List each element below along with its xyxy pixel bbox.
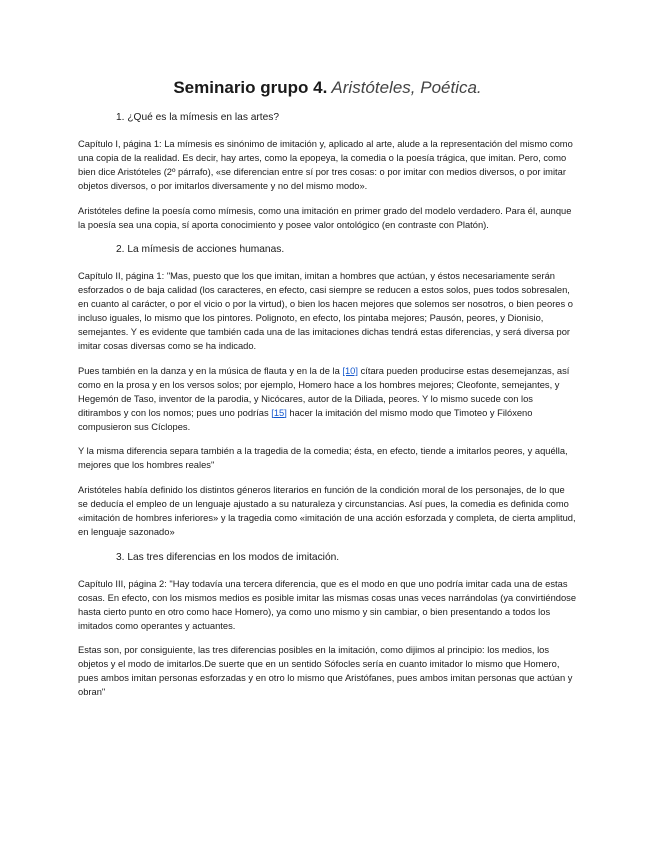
section-3 bbox=[78, 551, 577, 700]
section-1-paragraph-2: Aristóteles define la poesía como mímesis, como una imitación en primer grado del modelo verdadero. Para él, aunque la poesía sea una copia, sí aporta conocimiento y posee valor ontológico (en contraste con Platón). bbox=[78, 205, 572, 230]
paragraph-text: Pues también en la danza y en la música de flauta y en la de la bbox=[78, 365, 343, 376]
page-title bbox=[78, 78, 577, 98]
section-1-heading: 1. ¿Qué es la mímesis en las artes? bbox=[116, 112, 280, 123]
section-2-heading: 2. La mímesis de acciones humanas. bbox=[116, 244, 285, 256]
section-2-paragraph-2 bbox=[78, 365, 577, 435]
section-2-paragraph-3: Y la misma diferencia separa también a la tragedia de la comedia; ésta, en efecto, tiende a imitarlos peores, y aquélla, mejores que los hombres reales" bbox=[78, 446, 568, 471]
section-2-paragraph-1: Capítulo II, página 1: "Mas, puesto que los que imitan, imitan a hombres que actúan, y éstos necesariamente serán esforzados o de baja calidad (los caracteres, en efecto, casi siempre se reducen a estos solos, pues todos sobresalen, en cuanto al carácter, o por el vicio o por la virtud), o bien los hacen mejores que solemos ser nosotros, o bien peores o incluso iguales, lo mismo que los pintores. Polignoto, en efecto, los pintaba mejores; Pausón, peores, y Dionisio, semejantes. Y es evidente que también cada una de las imitaciones dichas tendrá estas diferencias, y será diversa por imitar cosas diversas como se ha indicado. bbox=[78, 271, 573, 351]
section-3-paragraph-2: Estas son, por consiguiente, las tres diferencias posibles en la imitación, como dijimos al principio: los medios, los objetos y el modo de imitarlos.De suerte que en un sentido Sófocles sería en cuanto imitador lo mismo que Homero, pues ambos imitan personas esforzadas y en otro lo mismo que Aristófanes, pues ambos imitan personas que actúan y obran" bbox=[78, 645, 573, 698]
paragraph-text: hacer la imitación del mismo modo que Timoteo y Filóxeno compusieron sus Cíclopes. bbox=[78, 407, 533, 432]
section-2-paragraph-4: Aristóteles había definido los distintos géneros literarios en función de la condición moral de los personajes, de lo que se deducía el empleo de un lenguaje ajustado a su naturaleza y circunstancias. Así pues, la comedia es definida como «imitación de hombres inferiores» y la tragedia como «imitación de una acción esforzada y completa, de cierta amplitud, en lenguaje sazonado» bbox=[78, 485, 576, 537]
footnote-link-10[interactable]: [10] bbox=[342, 365, 358, 376]
section-1-paragraph-1: Capítulo I, página 1: La mímesis es sinónimo de imitación y, aplicado al arte, alude a la representación del mismo como una copia de la realidad. Es decir, hay artes, como la epopeya, la comedia o la poesía trágica, que imitan. Pero, como bien dice Aristóteles (2º párrafo), «se diferencian entre sí por tres cosas: o por imitar con medios diversos, o por imitar objetos diversos, o por imitarlos diversamente y no del mismo modo». bbox=[78, 139, 573, 191]
title-main: Seminario grupo 4. bbox=[173, 78, 328, 97]
paragraph-text: cítara pueden producirse estas desemejanzas, así como en la prosa y en los versos solos; por ejemplo, Homero hace a los hombres mejores; Cleofonte, semejantes, y Hegemón de Taso, inventor de la parodia, y Nicócares, autor de la Diliada, peores. Y lo mismo sucede con los ditirambos y con los nomos; pues uno podrías bbox=[78, 365, 570, 418]
section-3-heading: 3. Las tres diferencias en los modos de imitación. bbox=[116, 551, 340, 563]
title-subtitle: Aristóteles, Poética. bbox=[327, 78, 482, 97]
section-3-paragraph-1: Capítulo III, página 2: "Hay todavía una tercera diferencia, que es el modo en que uno podría imitar cada una de estas cosas. En efecto, con los mismos medios es posible imitar las mismas cosas unas veces narrándolas (ya convirtiéndose hasta cierto punto en otro como hace Homero), ya como uno mismo y sin cambiar, o bien presentando a todos los imitados como operantes y actuantes. bbox=[78, 578, 577, 631]
section-1 bbox=[78, 111, 577, 232]
section-2 bbox=[78, 243, 577, 539]
footnote-link-15[interactable]: [15] bbox=[271, 407, 287, 418]
